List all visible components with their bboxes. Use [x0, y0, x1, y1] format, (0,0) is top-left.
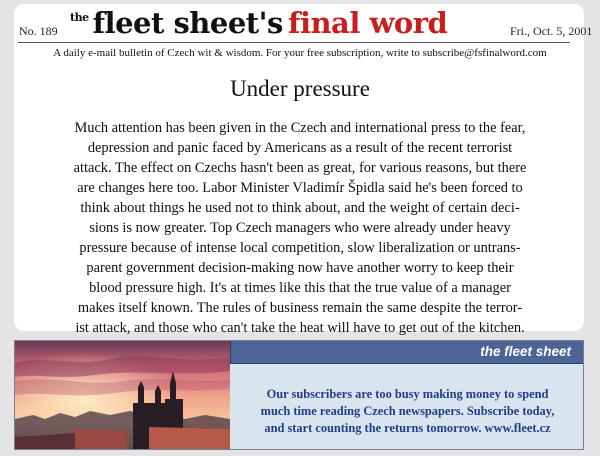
article-line: makes itself known. The rules of business remain the same despite the terror-: [77, 300, 523, 316]
issue-number: No. 189: [19, 24, 58, 38]
article-line: pressure because of intense local competition, slow liberalization or untrans-: [79, 240, 521, 256]
masthead-logo: [70, 6, 447, 40]
masthead-the: the: [70, 11, 89, 24]
promo-banner: [230, 341, 583, 364]
masthead-divider: [18, 42, 570, 43]
article-line: ist attack, and those who can't take the heat will have to get out of the kitchen.: [75, 320, 525, 336]
article-line: think about things he used not to think about, and the weight of certain deci-: [80, 200, 520, 216]
article-headline: Under pressure: [230, 76, 370, 101]
article-line: attack. The effect on Czechs hasn't been as great, for various reasons, but there: [73, 160, 527, 176]
masthead-title-black: fleet sheet's: [92, 6, 283, 40]
masthead-tagline: A daily e-mail bulletin of Czech wit & wisdom. For your free subscription, write to subscribe@fsfinalword.com: [53, 47, 547, 59]
article-line: are changes here too. Labor Minister Vladimír Špidla said he's been forced to: [77, 180, 523, 196]
promo-text: [240, 386, 575, 437]
promo-banner-text: the fleet sheet: [480, 344, 571, 359]
promo-line: and start counting the returns tomorrow. www.fleet.cz: [264, 421, 551, 435]
promo-box[interactable]: [14, 340, 584, 450]
article-line: parent government decision-making now have another worry to keep their: [86, 260, 514, 276]
article-line: Much attention has been given in the Czech and international press to the fear,: [74, 120, 526, 136]
issue-date: Fri., Oct. 5, 2001: [510, 24, 593, 38]
article-body: [26, 118, 574, 338]
prague-skyline-photo: [15, 341, 230, 449]
article-line: blood pressure high. It's at times like this that the true value of a manager: [89, 280, 511, 296]
article-line: sions is now greater. Top Czech managers who were already under heavy: [89, 220, 511, 236]
masthead-title-red: final word: [287, 6, 448, 40]
promo-line: Our subscribers are too busy making money to spend: [266, 387, 549, 401]
article-line: depression and panic faced by Americans as a result of the recent terrorist: [87, 140, 513, 156]
promo-line: much time reading Czech newspapers. Subscribe today,: [260, 404, 555, 418]
